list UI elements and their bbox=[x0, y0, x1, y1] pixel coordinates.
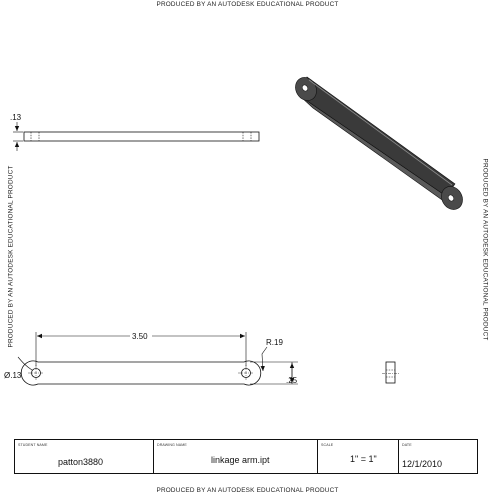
scale-label: SCALE bbox=[321, 443, 334, 447]
front-view bbox=[4, 332, 298, 385]
title-block-date-cell bbox=[399, 440, 477, 473]
dimension-hole-text: Ø.13 bbox=[4, 371, 22, 380]
dimension-thickness bbox=[13, 122, 23, 151]
drawing-name-label: DRAWING NAME bbox=[157, 443, 187, 447]
student-name-label: STUDENT NAME bbox=[18, 443, 48, 447]
date-label: DATE bbox=[402, 443, 412, 447]
iso-highlight-edge bbox=[309, 80, 452, 185]
watermark-right: PRODUCED BY AN AUTODESK EDUCATIONAL PRODUCT bbox=[481, 158, 489, 341]
dimension-radius bbox=[262, 347, 267, 371]
dimension-length-text: 3.50 bbox=[132, 332, 148, 341]
top-view-outline bbox=[24, 132, 259, 141]
dimension-radius-text: R.19 bbox=[266, 338, 283, 347]
watermark-left: PRODUCED BY AN AUTODESK EDUCATIONAL PRODUCT bbox=[7, 165, 15, 348]
drawing-name-value: linkage arm.ipt bbox=[211, 455, 270, 465]
dimension-thickness-text: .13 bbox=[10, 113, 22, 122]
front-view-outline bbox=[21, 361, 261, 385]
side-view bbox=[382, 362, 399, 383]
top-view bbox=[10, 113, 259, 151]
title-block-student-cell bbox=[15, 440, 154, 473]
watermark-bottom: PRODUCED BY AN AUTODESK EDUCATIONAL PRODUCT bbox=[156, 487, 339, 494]
title-block-drawing-cell bbox=[154, 440, 318, 473]
watermark-top: PRODUCED BY AN AUTODESK EDUCATIONAL PRODUCT bbox=[156, 1, 339, 8]
isometric-view bbox=[291, 74, 466, 214]
scale-value: 1" = 1" bbox=[350, 454, 377, 464]
date-value: 12/1/2010 bbox=[402, 459, 443, 469]
side-view-outline bbox=[386, 362, 395, 383]
student-name-value: patton3880 bbox=[58, 457, 104, 467]
iso-side-face bbox=[300, 96, 452, 207]
dimension-width-text: .25 bbox=[286, 376, 298, 385]
top-view-hidden-lines bbox=[31, 132, 251, 141]
title-block-scale-cell bbox=[318, 440, 399, 473]
iso-top-face bbox=[300, 77, 455, 196]
title-block bbox=[14, 439, 478, 474]
